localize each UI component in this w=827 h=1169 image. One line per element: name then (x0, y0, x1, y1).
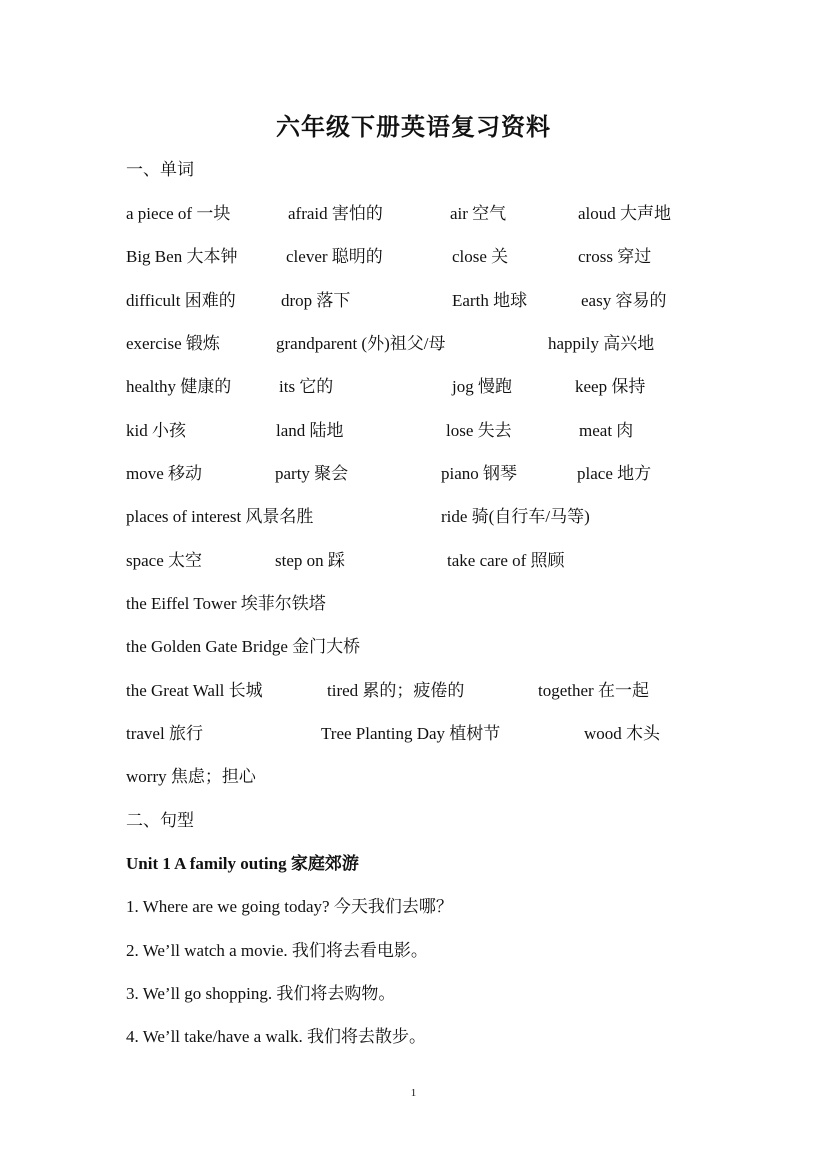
vocab-item: meat 肉 (579, 421, 634, 440)
sentence-item: 2. We’ll watch a movie. 我们将去看电影。 (126, 941, 428, 960)
vocab-item: happily 高兴地 (548, 334, 655, 353)
vocab-item: a piece of 一块 (126, 204, 231, 223)
vocab-item: difficult 困难的 (126, 291, 236, 310)
vocab-item: ride 骑(自行车/马等) (441, 507, 590, 526)
vocab-item: move 移动 (126, 464, 203, 483)
vocab-row (0, 589, 827, 615)
vocab-item: land 陆地 (276, 421, 344, 440)
sentence-item: 3. We’ll go shopping. 我们将去购物。 (126, 984, 396, 1003)
vocab-item: air 空气 (450, 204, 507, 223)
vocab-item: piano 钢琴 (441, 464, 518, 483)
vocab-item: aloud 大声地 (578, 204, 672, 223)
vocab-row (0, 546, 827, 572)
vocab-item: afraid 害怕的 (288, 204, 383, 223)
vocab-row (0, 676, 827, 702)
vocab-item: party 聚会 (275, 464, 349, 483)
section-heading-sentences: 二、句型 (126, 811, 194, 830)
vocab-item: clever 聪明的 (286, 247, 383, 266)
vocab-item: place 地方 (577, 464, 652, 483)
vocab-item: the Eiffel Tower 埃菲尔铁塔 (126, 594, 326, 613)
vocab-row (0, 199, 827, 225)
page-title: 六年级下册英语复习资料 (276, 115, 551, 141)
vocab-row (0, 242, 827, 268)
vocab-row (0, 416, 827, 442)
vocab-row (0, 459, 827, 485)
vocab-item: exercise 锻炼 (126, 334, 220, 353)
vocab-item: its 它的 (279, 377, 334, 396)
vocab-item: take care of 照顾 (447, 551, 565, 570)
vocab-row (0, 632, 827, 658)
vocab-item: Big Ben 大本钟 (126, 247, 238, 266)
vocab-item: wood 木头 (584, 724, 661, 743)
vocab-row (0, 719, 827, 745)
vocab-item: grandparent (外)祖父/母 (276, 334, 446, 353)
vocab-item: Earth 地球 (452, 291, 528, 310)
unit-title: Unit 1 A family outing 家庭郊游 (126, 854, 359, 873)
vocab-item: close 关 (452, 247, 509, 266)
vocab-item: easy 容易的 (581, 291, 667, 310)
vocab-item: travel 旅行 (126, 724, 203, 743)
vocab-item: places of interest 风景名胜 (126, 507, 314, 526)
vocab-item: space 太空 (126, 551, 203, 570)
sentence-item: 1. Where are we going today? 今天我们去哪？ (126, 897, 453, 916)
vocab-row (0, 372, 827, 398)
vocab-item: kid 小孩 (126, 421, 186, 440)
vocab-item: worry 焦虑；担心 (126, 767, 256, 786)
vocab-item: tired 累的；疲倦的 (327, 681, 465, 700)
vocab-item: lose 失去 (446, 421, 512, 440)
vocab-item: the Golden Gate Bridge 金门大桥 (126, 637, 361, 656)
section-heading-vocabulary: 一、单词 (126, 160, 194, 179)
vocab-item: Tree Planting Day 植树节 (321, 724, 501, 743)
vocab-row (0, 762, 827, 788)
vocab-row (0, 502, 827, 528)
vocab-item: the Great Wall 长城 (126, 681, 263, 700)
vocab-row (0, 329, 827, 355)
vocab-item: keep 保持 (575, 377, 646, 396)
vocab-row (0, 286, 827, 312)
vocab-item: step on 踩 (275, 551, 345, 570)
vocab-item: drop 落下 (281, 291, 351, 310)
vocab-item: jog 慢跑 (452, 377, 512, 396)
vocab-item: healthy 健康的 (126, 377, 232, 396)
vocab-item: together 在一起 (538, 681, 649, 700)
vocab-item: cross 穿过 (578, 247, 652, 266)
sentence-item: 4. We’ll take/have a walk. 我们将去散步。 (126, 1027, 426, 1046)
page-number: 1 (410, 1087, 417, 1099)
